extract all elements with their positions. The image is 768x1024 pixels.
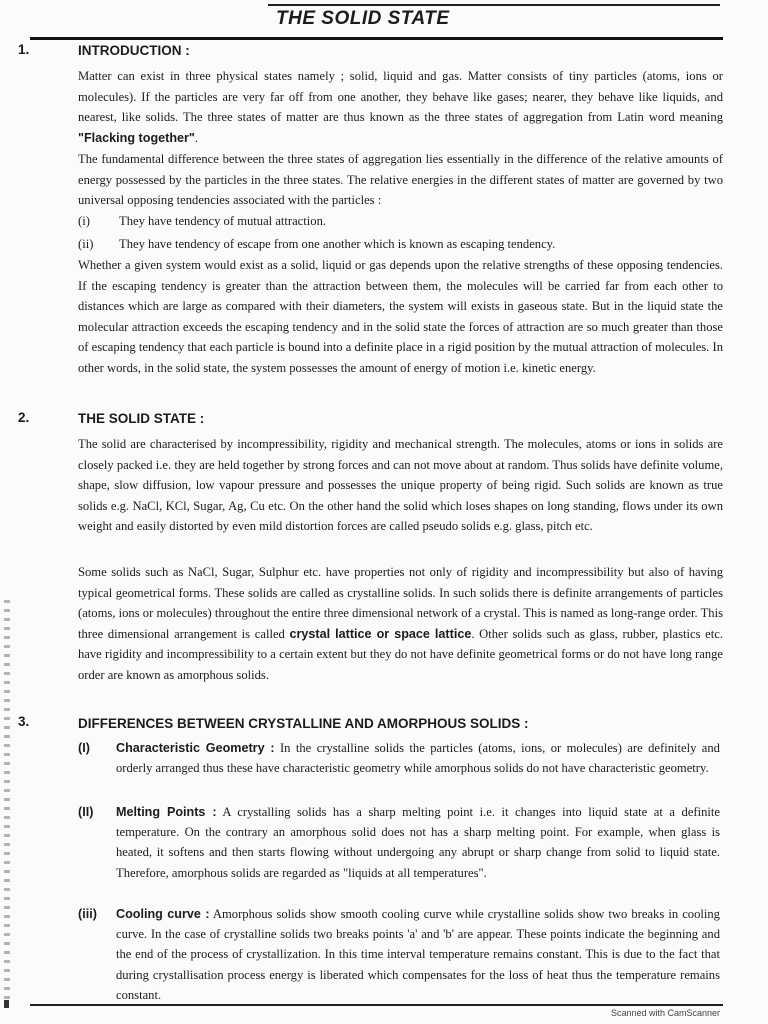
margin-mark [4, 1000, 9, 1008]
section-3-heading: DIFFERENCES BETWEEN CRYSTALLINE AND AMORPHOUS SOLIDS : [78, 716, 529, 731]
page-title: THE SOLID STATE [276, 8, 450, 29]
difference-item-text: Characteristic Geometry : In the crystalline solids the particles (atoms, ions, or molecules) are definitely and orderly arranged thus these have characteristic geometry while amorphous solids do not have characteristic geometry. [116, 741, 720, 776]
section-2-paragraph-1: The solid are characterised by incompressibility, rigidity and mechanical strength. The molecules, atoms or ions in solids are closely packed i.e. they are held together by strong forces and can not move about at random. Thus solids have definite volume, shape, slow diffusion, low vapour pressure and possesses the unique property of being rigid. Such solids are known as true solids e.g. NaCl, KCl, Sugar, Ag, Cu etc. On the other hand the solid which loses shapes on long standing, flows under its own weight and easily distorted by even mild distortion forces are called pseudo solids e.g. glass, pitch etc. [78, 437, 723, 534]
difference-item-text: Melting Points : A crystalling solids has a sharp melting point i.e. it changes into liquid state at a definite temperature. On the contrary an amorphous solid does not has a sharp melting point. For example, when glass is heated, it softens and then starts flowing without undergoing any abrupt or sharp change from solid to liquid state. Therefore, amorphous solids are regarded as "liquids at all temperatures". [116, 805, 720, 880]
section-1-bold-phrase: "Flacking together" [78, 130, 195, 145]
section-2-number: 2. [18, 410, 30, 425]
binding-margin-marks [4, 600, 10, 1000]
section-1-paragraph-1: Matter can exist in three physical states namely ; solid, liquid and gas. Matter consists of tiny particles (atoms, ions or molecules). If the particles are very far off from one another, they behave like gases; nearer, they behave like liquids, and nearest, like solids. The three states of matter are thus known as the three states of aggregation from Latin word meaning "Flacking together". [78, 69, 723, 145]
list-item-text: They have tendency of escape from one another which is known as escaping tendency. [119, 237, 556, 251]
top-rule [268, 4, 720, 6]
scanner-watermark: Scanned with CamScanner [610, 1008, 720, 1018]
section-2-heading: THE SOLID STATE : [78, 411, 205, 426]
difference-term: Characteristic Geometry : [116, 741, 275, 755]
title-rule [30, 37, 723, 40]
section-2-bold-phrase: crystal lattice or space lattice [289, 626, 472, 641]
difference-term: Melting Points : [116, 805, 217, 819]
section-1-paragraph-3: Whether a given system would exist as a solid, liquid or gas depends upon the relative strengths of these opposing tendencies. If the escaping tendency is greater than the attraction between them, the molecules will be carried far from each other to distances which are large as compared with their diameters, the system will exists in gaseous state. But in the liquid state the molecular attraction exceeds the escaping tendency and in the solid state the forces of attraction are so much greater than those of escaping tendency that each particle is bound into a definite place in a rigid position by the mutual attraction of molecules. In other words, in the solid state, the system possesses the amount of energy of motion i.e. kinetic energy. [78, 258, 723, 375]
difference-item-text: Cooling curve : Amorphous solids show smooth cooling curve while crystalline solids show two breaks in cooling curve. In the case of crystalline solids two breaks points 'a' and 'b' are appear. These points indicate the beginning and the end of the process of crystallization. In this time interval temperature remains constant. This is due to the fact that during crystallisation process energy is liberated which compensates for the loss of heat thus the temperature remains constant. [116, 907, 720, 1002]
section-1-paragraph-2: The fundamental difference between the three states of aggregation lies essentially in the difference of the relative amounts of energy possessed by the particles in the three states. The relative energies in the different states of matter are governed by two universal opposing tendencies associated with the particles : [78, 152, 723, 208]
list-item-marker: (ii) [78, 237, 94, 251]
difference-item-marker: (II) [78, 805, 94, 819]
difference-item-marker: (I) [78, 741, 90, 755]
list-item-marker: (i) [78, 214, 90, 228]
difference-term: Cooling curve : [116, 907, 210, 921]
section-3-number: 3. [18, 714, 30, 729]
difference-item-marker: (iii) [78, 907, 97, 921]
section-1-heading: INTRODUCTION : [78, 43, 190, 58]
bottom-rule [30, 1004, 723, 1006]
section-2-paragraph-2: Some solids such as NaCl, Sugar, Sulphur etc. have properties not only of rigidity and incompressibility but also of having typical geometrical forms. These solids are called as crystalline solids. In such solids there is definite arrangements of particles (atoms, ions or molecules) throughout the entire three dimensional network of a crystal. This is named as long-range order. This three dimensional arrangement is called crystal lattice or space lattice. Other solids such as glass, rubber, plastics etc. have rigidity and incompressibility to a certain extent but they do not have definite geometrical forms or do not have long range order are known as amorphous solids. [78, 565, 723, 682]
section-1-number: 1. [18, 42, 30, 57]
list-item-text: They have tendency of mutual attraction. [119, 214, 327, 228]
